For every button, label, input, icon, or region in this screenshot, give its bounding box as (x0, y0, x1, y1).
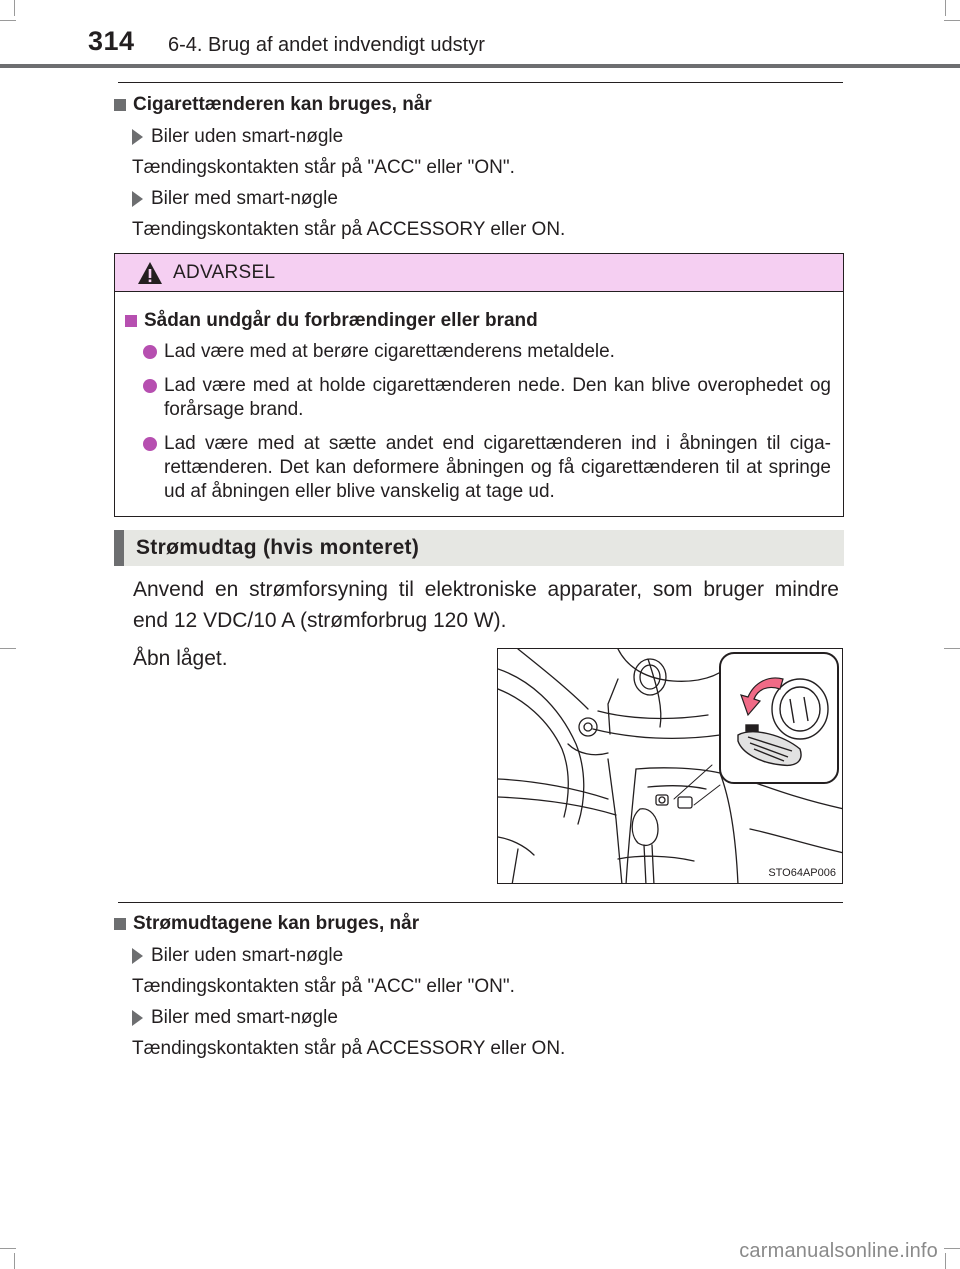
figure-code: STO64AP006 (768, 867, 836, 879)
section-header: 6-4. Brug af andet indvendigt udstyr (168, 34, 485, 56)
square-bullet-icon (114, 99, 126, 111)
section-title-bar (114, 530, 844, 566)
condition-text: Tændingskontakten står på ACCESSORY eller ON. (132, 1038, 566, 1059)
section-title: Strømudtag (hvis monteret) (136, 536, 420, 559)
warning-heading: Sådan undgår du forbrændinger eller brand (125, 308, 831, 334)
warning-triangle-icon (137, 261, 163, 285)
car-interior-illustration (498, 649, 843, 884)
crop-mark (14, 0, 15, 16)
outlet-illustration (497, 648, 843, 884)
crop-mark (0, 20, 16, 21)
square-bullet-icon (114, 918, 126, 930)
condition-arrow: Biler uden smart-nøgle (132, 943, 844, 968)
outlet-description: Anvend en strømforsyning til elektroniske apparater, som bruger mindre end 12 VDC/10 A (strømforbrug 120 W). (133, 578, 839, 632)
crop-mark (14, 1253, 15, 1269)
warning-item: Lad være med at sætte andet end cigarettænderen ind i åbningen til ciga-rettænderen. Det kan deformere åbningen og få cigarettænderen til at springe ud af åbningen eller blive vanskelig at tage ud. (125, 432, 831, 504)
crop-mark (945, 1253, 946, 1269)
condition-text: Tændingskontakten står på ACCESSORY eller ON. (132, 219, 566, 240)
divider (118, 902, 843, 903)
header-rule (0, 64, 960, 68)
condition-text: Tændingskontakten står på "ACC" eller "ON". (132, 976, 515, 997)
circle-bullet-icon (143, 379, 157, 393)
square-bullet-icon (125, 315, 137, 327)
circle-bullet-icon (143, 437, 157, 451)
arrow-right-icon (132, 948, 143, 964)
warning-body (115, 292, 843, 504)
crop-mark (944, 1248, 960, 1249)
circle-bullet-icon (143, 345, 157, 359)
watermark-link[interactable]: carmanualsonline.info (739, 1240, 938, 1262)
crop-mark (0, 1248, 16, 1249)
open-lid-instruction: Åbn låget. (133, 647, 228, 670)
warning-item: Lad være med at berøre cigarettænderens metaldele. (125, 340, 831, 364)
warning-title: ADVARSEL (173, 261, 276, 283)
page-number: 314 (88, 26, 135, 56)
condition-arrow: Biler med smart-nøgle (132, 1005, 844, 1030)
crop-mark (944, 648, 960, 649)
crop-mark (0, 648, 16, 649)
arrow-right-icon (132, 129, 143, 145)
warning-header (115, 254, 843, 292)
warning-box (114, 253, 844, 517)
warning-item: Lad være med at holde cigarettænderen nede. Den kan blive overophedet og forårsage brand. (125, 374, 831, 422)
lighter-note (114, 92, 844, 242)
condition-arrow: Biler uden smart-nøgle (132, 124, 844, 149)
outlet-note (114, 911, 844, 1061)
crop-mark (944, 20, 960, 21)
note-heading: Cigarettænderen kan bruges, når (114, 92, 844, 118)
arrow-right-icon (132, 191, 143, 207)
crop-mark (945, 0, 946, 16)
condition-text: Tændingskontakten står på "ACC" eller "ON". (132, 157, 515, 178)
note-heading: Strømudtagene kan bruges, når (114, 911, 844, 937)
arrow-right-icon (132, 1010, 143, 1026)
condition-arrow: Biler med smart-nøgle (132, 186, 844, 211)
divider (118, 82, 843, 83)
